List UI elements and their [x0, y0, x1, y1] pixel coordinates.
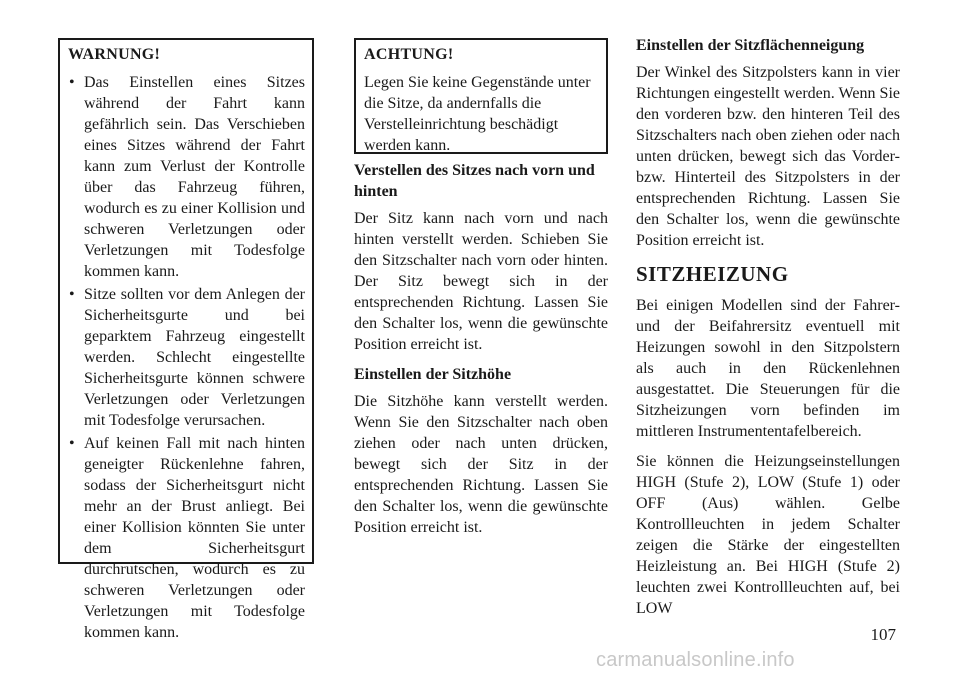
height-heading: Einstellen der Sitzhöhe: [354, 366, 512, 383]
fore-aft-text: Der Sitz kann nach vorn und nach hinten verstellt werden. Schieben Sie den Sitzschalter nach vorn oder hinten. Der Sitz bewegt sich in der entsprechenden Richtung. Lassen Sie den Schalter los, wenn die gewünschte Position erreicht ist.: [354, 210, 608, 353]
tilt-text: Der Winkel des Sitzpolsters kann in vier Richtungen eingestellt werden. Wenn Sie den vorderen bzw. den hinteren Teil des Sitzschalters nach oben ziehen oder nach unten drücken, bewegt sich das Vorder- bzw. Hinterteil des Sitzpolsters in der entsprechenden Richtung. Lassen Sie den Schalter los, wenn die gewünschte Position erreicht ist.: [636, 64, 900, 249]
warning-box: [58, 38, 314, 641]
left-column: [58, 38, 314, 641]
warning-item: • Das Einstellen eines Sitzes während der Fahrt kann gefährlich sein. Das Verschieben eines Sitzes während der Fahrt kann zum Verlust der Kontrolle über das Fahrzeug führen, wodurch es zu einer Kollision und schweren Verletzungen oder Verletzungen mit Todesfolge kommen kann.: [69, 74, 305, 280]
tilt-heading: Einstellen der Sitzflächenneigung: [636, 37, 865, 54]
height-text: Die Sitzhöhe kann verstellt werden. Wenn Sie den Sitzschalter nach oben ziehen oder nach unten drücken, bewegt sich der Sitz in der entsprechenden Richtung. Lassen Sie den Schalter los, wenn die gewünschte Position erreicht ist.: [354, 393, 608, 536]
bullet-icon: •: [69, 435, 75, 452]
caution-text: Legen Sie keine Gegenstände unter die Sitze, da andernfalls die Verstelleinrichtung beschädigt werden kann.: [364, 74, 591, 154]
caution-box: [354, 38, 608, 154]
middle-column: [354, 38, 608, 547]
page-number: 107: [870, 625, 896, 644]
warning-title: WARNUNG!: [68, 46, 161, 63]
caution-title: ACHTUNG!: [364, 46, 454, 63]
heated-para-2: Sie können die Heizungseinstellungen HIGH (Stufe 2), LOW (Stufe 1) oder OFF (Aus) wählen. Gelbe Kontrollleuchten in jedem Schalter zeigen die Stärke der eingestellten Heizleistung an. Bei HIGH (Stufe 2) leuchten zwei Kontrollleuchten auf, bei LOW: [636, 453, 900, 617]
bullet-icon: •: [69, 286, 75, 303]
fore-aft-heading: Verstellen des Sitzes nach vorn und hinten: [354, 162, 595, 200]
heated-para-1: Bei einigen Modellen sind der Fahrer- und der Beifahrersitz eventuell mit Heizungen sowohl in den Sitzpolstern als auch in den Rückenlehnen ausgestattet. Die Steuerungen für die Sitzheizungen vorn befinden im mittleren Instrumententafelbereich.: [636, 297, 900, 440]
warning-list: [68, 72, 305, 643]
warning-item: • Auf keinen Fall mit nach hinten geneigter Rückenlehne fahren, sodass der Sicherheitsgurt nicht mehr an der Brust anliegt. Bei einer Kollision könnten Sie unter dem Sicherheitsgurt durchrutschen, wodurch es zu schweren Verletzungen oder Verletzungen mit Todesfolge kommen kann.: [69, 435, 305, 641]
bullet-icon: •: [69, 74, 75, 91]
right-column: [636, 35, 900, 628]
watermark: carmanualsonline.info: [596, 649, 795, 671]
warning-item: • Sitze sollten vor dem Anlegen der Sicherheitsgurte und bei geparktem Fahrzeug eingestellt werden. Schlecht eingestellte Sicherheitsgurte können schwere Verletzungen oder Verletzungen mit Todesfolge verursachen.: [69, 286, 305, 429]
heated-seats-heading: SITZHEIZUNG: [636, 262, 789, 286]
